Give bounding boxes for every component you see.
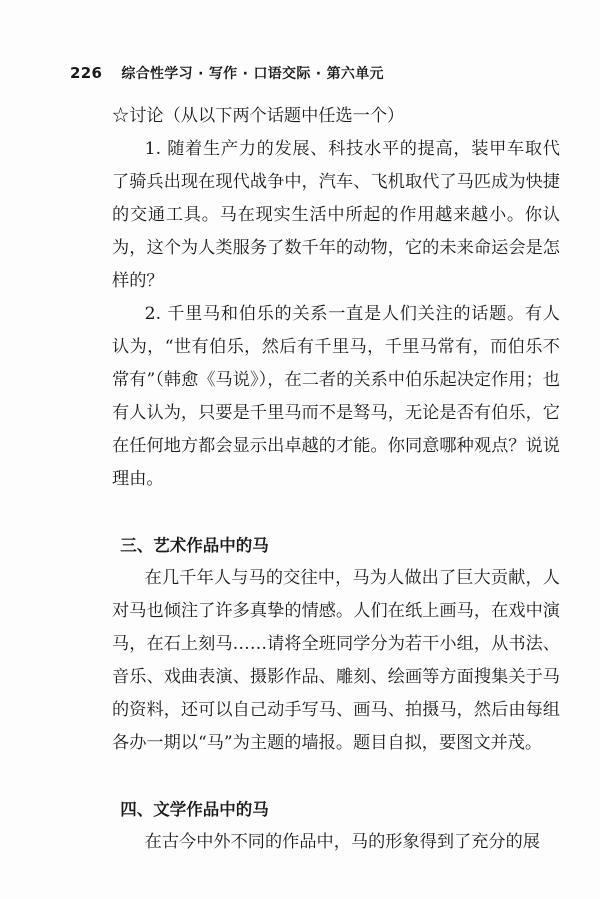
discussion-topic-1: 1. 随着生产力的发展、科技水平的提高，装甲车取代了骑兵出现在现代战争中，汽车、飞机取代了马匹成为快捷的交通工具。马在现实生活中所起的作用越来越小。你认为，这个为人类服务了数千年的动物，它的未来命运会是怎样的？ — [112, 139, 560, 291]
section-spacer — [112, 760, 560, 793]
page-number: 226 — [70, 64, 103, 82]
section-4-heading: 四、文学作品中的马 — [120, 800, 269, 819]
discussion-title: ☆讨论（从以下两个话题中任选一个） — [112, 106, 405, 126]
running-header — [70, 63, 384, 83]
body-text — [112, 100, 560, 859]
section-3-paragraph: 在几千年人与马的交往中，马为人做出了巨大贡献，人对马也倾注了许多真挚的情感。人们在纸上画马，在戏中演马，在石上刻马……请将全班同学分为若干小组，从书法、音乐、戏曲表演、摄影作品、雕刻、绘画等方面搜集关于马的资料，还可以自己动手写马、画马、拍摄马，然后由每组各办一期以“马”为主题的墙报。题目自拟，要图文并茂。 — [112, 568, 560, 753]
section-3-heading: 三、艺术作品中的马 — [120, 536, 269, 555]
section-spacer — [112, 496, 560, 529]
discussion-topic-2: 2. 千里马和伯乐的关系一直是人们关注的话题。有人认为，“世有伯乐，然后有千里马，千里马常有，而伯乐不常有”（韩愈《马说》），在二者的关系中伯乐起决定作用；也有人认为，只要是千里马而不是驽马，无论是否有伯乐，它在任何地方都会显示出卓越的才能。你同意哪种观点？说说理由。 — [112, 304, 560, 489]
section-4-paragraph: 在古今中外不同的作品中，马的形象得到了充分的展 — [144, 832, 540, 852]
running-title: 综合性学习 · 写作 · 口语交际 · 第六单元 — [121, 66, 384, 82]
